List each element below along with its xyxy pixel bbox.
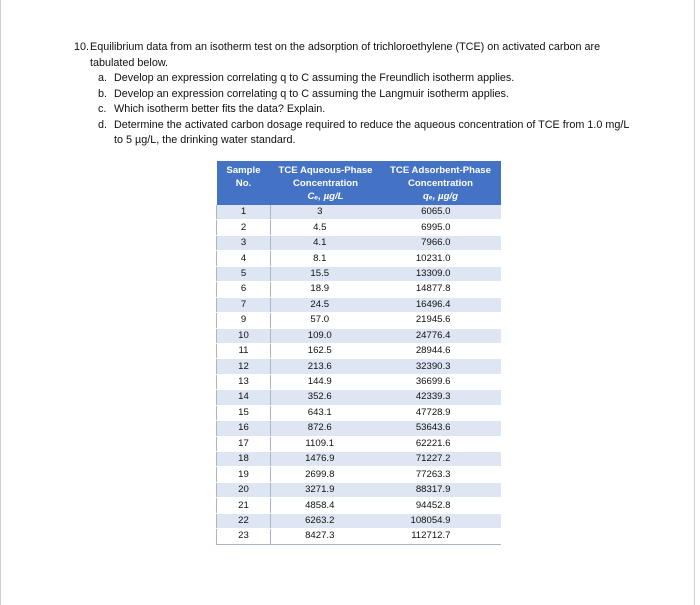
cell-adsorbent-conc: 71227.2 <box>381 452 501 467</box>
table-row <box>217 374 501 389</box>
table-row <box>217 205 501 220</box>
header-sample-label: Sample No. <box>226 165 261 189</box>
cell-sample-no: 12 <box>217 359 271 374</box>
part-letter: d. <box>98 118 108 131</box>
table-row <box>217 282 501 297</box>
cell-aqueous-conc: 4.5 <box>271 220 381 235</box>
table-row <box>217 235 501 250</box>
cell-sample-no: 14 <box>217 390 271 405</box>
cell-adsorbent-conc: 24776.4 <box>381 328 501 343</box>
cell-aqueous-conc: 3 <box>271 205 381 220</box>
cell-aqueous-conc: 643.1 <box>271 405 381 420</box>
cell-adsorbent-conc: 21945.6 <box>381 313 501 328</box>
table-row <box>217 266 501 281</box>
cell-adsorbent-conc: 6995.0 <box>381 220 501 235</box>
cell-adsorbent-conc: 6065.0 <box>381 205 501 220</box>
cell-aqueous-conc: 213.6 <box>271 359 381 374</box>
page-left-border <box>0 0 1 605</box>
header-adsorbent-unit: qₑ, µg/g <box>423 191 458 202</box>
cell-sample-no: 4 <box>217 251 271 266</box>
part-d <box>98 118 634 149</box>
cell-aqueous-conc: 15.5 <box>271 266 381 281</box>
cell-sample-no: 22 <box>217 513 271 528</box>
table-row <box>217 421 501 436</box>
table-row <box>217 359 501 374</box>
cell-aqueous-conc: 6263.2 <box>271 513 381 528</box>
cell-aqueous-conc: 2699.8 <box>271 467 381 482</box>
cell-adsorbent-conc: 88317.9 <box>381 482 501 497</box>
cell-adsorbent-conc: 36699.6 <box>381 374 501 389</box>
table-row <box>217 436 501 451</box>
cell-aqueous-conc: 872.6 <box>271 421 381 436</box>
cell-adsorbent-conc: 28944.6 <box>381 343 501 358</box>
part-a <box>98 71 634 87</box>
problem-intro <box>74 40 634 71</box>
header-aqueous <box>271 161 381 205</box>
cell-adsorbent-conc: 62221.6 <box>381 436 501 451</box>
problem-number: 10. <box>74 41 90 53</box>
table-header-row <box>217 161 501 205</box>
cell-adsorbent-conc: 47728.9 <box>381 405 501 420</box>
cell-aqueous-conc: 18.9 <box>271 282 381 297</box>
cell-aqueous-conc: 4858.4 <box>271 498 381 513</box>
cell-sample-no: 15 <box>217 405 271 420</box>
cell-sample-no: 10 <box>217 328 271 343</box>
part-letter: b. <box>98 87 108 100</box>
part-text: Which isotherm better fits the data? Explain. <box>114 103 326 115</box>
part-text: Develop an expression correlating q to C assuming the Langmuir isotherm applies. <box>114 87 509 100</box>
cell-sample-no: 21 <box>217 498 271 513</box>
cell-sample-no: 1 <box>217 205 271 220</box>
header-aqueous-unit: Cₑ, µg/L <box>307 191 344 202</box>
cell-aqueous-conc: 1476.9 <box>271 452 381 467</box>
cell-aqueous-conc: 4.1 <box>271 235 381 250</box>
table-row <box>217 498 501 513</box>
cell-adsorbent-conc: 94452.8 <box>381 498 501 513</box>
part-c <box>98 102 634 118</box>
cell-aqueous-conc: 109.0 <box>271 328 381 343</box>
cell-sample-no: 19 <box>217 467 271 482</box>
cell-sample-no: 6 <box>217 282 271 297</box>
cell-adsorbent-conc: 10231.0 <box>381 251 501 266</box>
cell-sample-no: 5 <box>217 266 271 281</box>
table-row <box>217 343 501 358</box>
cell-aqueous-conc: 3271.9 <box>271 482 381 497</box>
header-aqueous-label: TCE Aqueous-Phase Concentration <box>278 165 373 189</box>
part-text: Develop an expression correlating q to C assuming the Freundlich isotherm applies. <box>114 72 515 84</box>
cell-sample-no: 23 <box>217 529 271 544</box>
cell-sample-no: 17 <box>217 436 271 451</box>
table-row <box>217 405 501 420</box>
page-right-border <box>694 0 695 605</box>
cell-adsorbent-conc: 77263.3 <box>381 467 501 482</box>
part-text: Determine the activated carbon dosage required to reduce the aqueous concentration of TCE from 1.0 mg/L to 5 µg/L, the drinking water standard. <box>114 118 629 146</box>
cell-adsorbent-conc: 13309.0 <box>381 266 501 281</box>
cell-sample-no: 9 <box>217 313 271 328</box>
cell-aqueous-conc: 352.6 <box>271 390 381 405</box>
table-row <box>217 251 501 266</box>
cell-adsorbent-conc: 14877.8 <box>381 282 501 297</box>
cell-aqueous-conc: 57.0 <box>271 313 381 328</box>
header-adsorbent-label: TCE Adsorbent-Phase Concentration <box>390 165 491 189</box>
cell-adsorbent-conc: 112712.7 <box>381 529 501 544</box>
cell-sample-no: 2 <box>217 220 271 235</box>
problem-parts <box>98 71 634 149</box>
table-row <box>217 482 501 497</box>
table-row <box>217 220 501 235</box>
cell-aqueous-conc: 8.1 <box>271 251 381 266</box>
table-row <box>217 297 501 312</box>
cell-sample-no: 13 <box>217 374 271 389</box>
header-sample <box>217 161 271 205</box>
cell-sample-no: 11 <box>217 343 271 358</box>
cell-adsorbent-conc: 16496.4 <box>381 297 501 312</box>
cell-aqueous-conc: 1109.1 <box>271 436 381 451</box>
cell-sample-no: 3 <box>217 235 271 250</box>
cell-sample-no: 16 <box>217 421 271 436</box>
part-letter: a. <box>98 72 108 84</box>
table-row <box>217 452 501 467</box>
table-row <box>217 529 501 544</box>
cell-adsorbent-conc: 53643.6 <box>381 421 501 436</box>
part-b <box>98 87 634 103</box>
cell-aqueous-conc: 8427.3 <box>271 529 381 544</box>
part-letter: c. <box>98 103 107 115</box>
problem-text: Equilibrium data from an isotherm test on the adsorption of trichloroethylene (TCE) on activated carbon are tabulated below. <box>90 41 601 69</box>
problem-statement <box>74 40 634 149</box>
isotherm-data-table <box>216 161 501 545</box>
table-row <box>217 467 501 482</box>
cell-aqueous-conc: 144.9 <box>271 374 381 389</box>
header-adsorbent <box>381 161 501 205</box>
cell-adsorbent-conc: 7966.0 <box>381 235 501 250</box>
table-row <box>217 513 501 528</box>
cell-sample-no: 18 <box>217 452 271 467</box>
cell-adsorbent-conc: 32390.3 <box>381 359 501 374</box>
table-row <box>217 390 501 405</box>
table-row <box>217 328 501 343</box>
table-row <box>217 313 501 328</box>
cell-sample-no: 20 <box>217 482 271 497</box>
cell-adsorbent-conc: 42339.3 <box>381 390 501 405</box>
cell-sample-no: 7 <box>217 297 271 312</box>
cell-aqueous-conc: 24.5 <box>271 297 381 312</box>
cell-aqueous-conc: 162.5 <box>271 343 381 358</box>
cell-adsorbent-conc: 108054.9 <box>381 513 501 528</box>
